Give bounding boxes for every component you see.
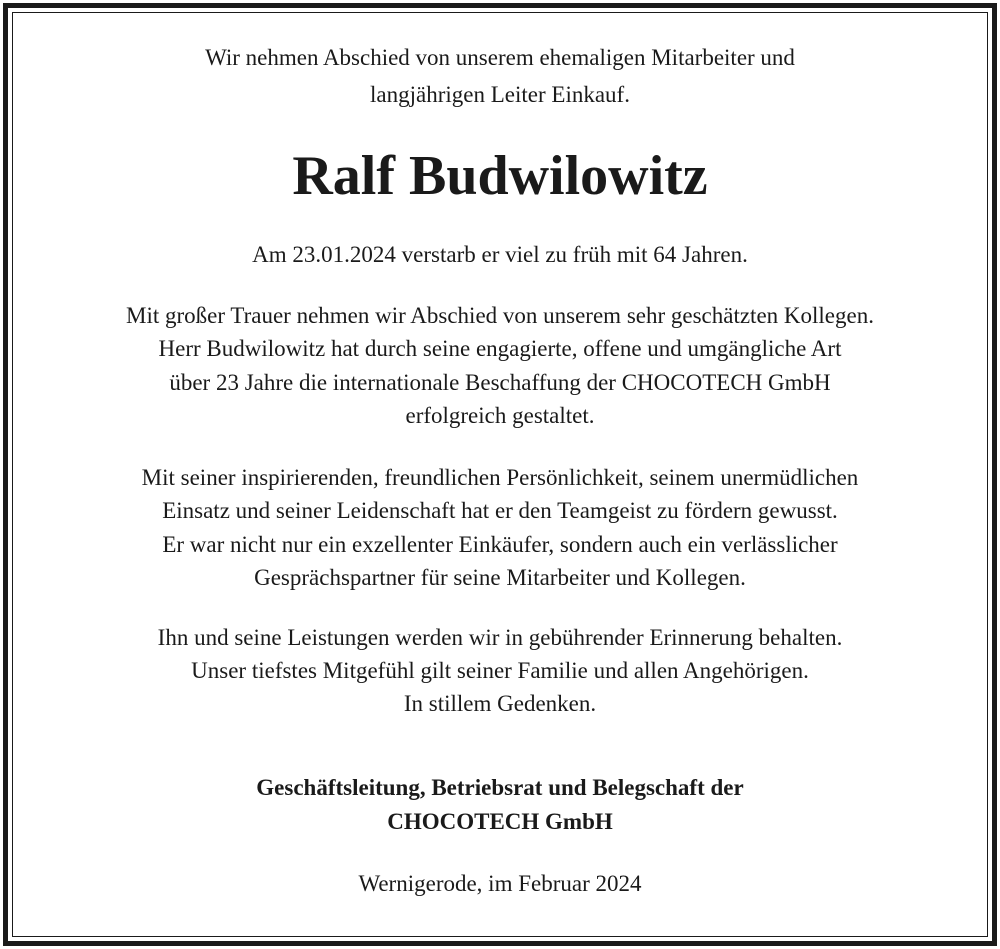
paragraph3-line-3: In stillem Gedenken. [403, 691, 597, 716]
signature-line-2: CHOCOTECH GmbH [387, 809, 613, 834]
paragraph2-line-1: Mit seiner inspirierenden, freundlichen Persönlichkeit, seinem unermüdlichen [141, 465, 859, 490]
paragraph1-line-3: über 23 Jahre die internationale Beschaffung der CHOCOTECH GmbH [169, 370, 831, 395]
paragraph2-line-4: Gesprächspartner für seine Mitarbeiter und Kollegen. [254, 565, 746, 590]
paragraph2-line-3: Er war nicht nur ein exzellenter Einkäufer, sondern auch ein verlässlicher [162, 532, 838, 557]
deceased-name: Ralf Budwilowitz [292, 145, 708, 207]
paragraph1-line-4: erfolgreich gestaltet. [405, 403, 595, 428]
paragraph1-line-1: Mit großer Trauer nehmen wir Abschied von unserem sehr geschätzten Kollegen. [126, 303, 874, 328]
signature-line-1: Geschäftsleitung, Betriebsrat und Belegschaft der [256, 775, 744, 800]
place-date: Wernigerode, im Februar 2024 [358, 871, 642, 896]
death-line: Am 23.01.2024 verstarb er viel zu früh mit 64 Jahren. [252, 242, 748, 267]
obituary-notice [12, 12, 988, 937]
paragraph1-line-2: Herr Budwilowitz hat durch seine engagierte, offene und umgängliche Art [158, 336, 842, 361]
paragraph3-line-1: Ihn und seine Leistungen werden wir in gebührender Erinnerung behalten. [157, 625, 843, 650]
paragraph2-line-2: Einsatz und seiner Leidenschaft hat er den Teamgeist zu fördern gewusst. [162, 498, 838, 523]
intro-line-1: Wir nehmen Abschied von unserem ehemaligen Mitarbeiter und [205, 45, 795, 70]
intro-line-2: langjährigen Leiter Einkauf. [370, 82, 630, 107]
paragraph3-line-2: Unser tiefstes Mitgefühl gilt seiner Familie und allen Angehörigen. [191, 658, 809, 683]
